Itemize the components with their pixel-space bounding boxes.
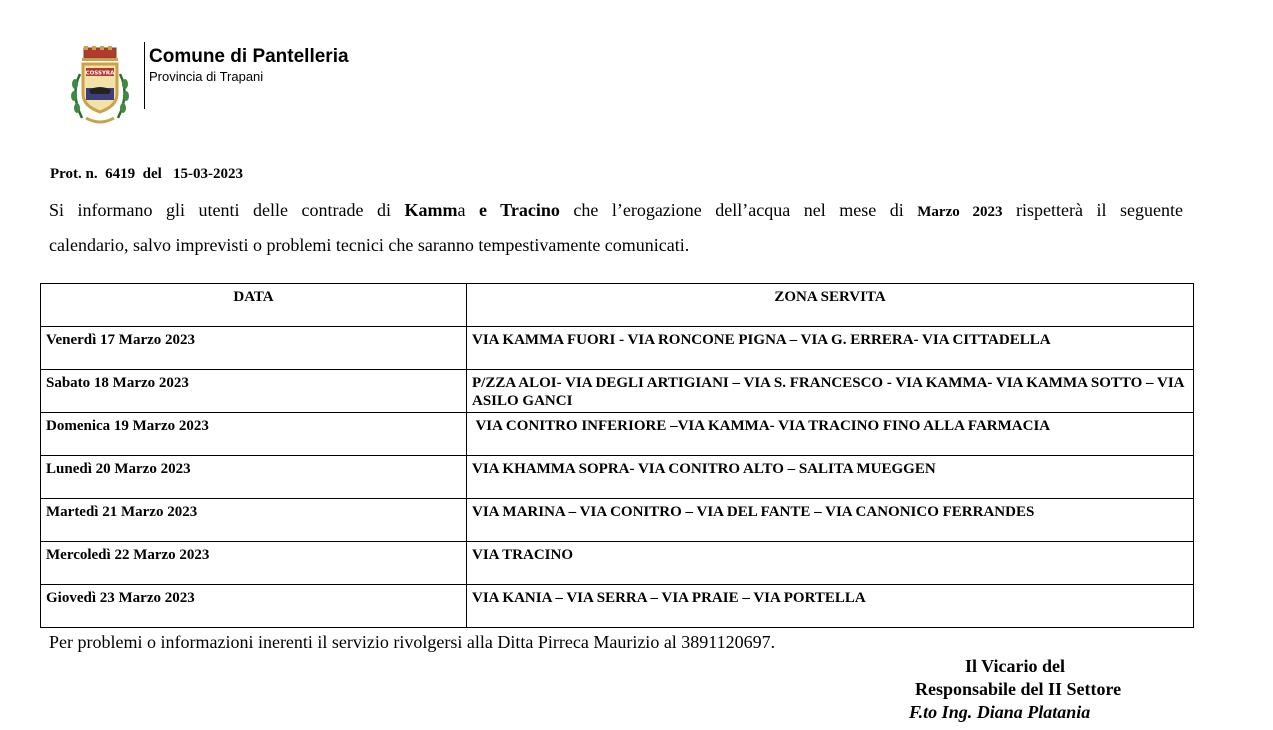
row-zone: VIA KHAMMA SOPRA- VIA CONITRO ALTO – SALITA MUEGGEN (467, 456, 1194, 499)
signature-line-1: Il Vicario del (965, 656, 1065, 676)
row-date: Venerdì 17 Marzo 2023 (41, 327, 467, 370)
protocol-number: Prot. n. 6419 del 15-03-2023 (50, 166, 244, 182)
row-date: Mercoledì 22 Marzo 2023 (41, 542, 467, 585)
intro-line-1 (49, 194, 1183, 229)
table-row (41, 413, 1194, 456)
row-date: Lunedì 20 Marzo 2023 (41, 456, 467, 499)
intro-paragraph (49, 194, 1183, 262)
schedule-table (40, 283, 1194, 628)
table-row (41, 327, 1194, 370)
row-zone: VIA TRACINO (467, 542, 1194, 585)
table-row (41, 585, 1194, 628)
row-date: Martedì 21 Marzo 2023 (41, 499, 467, 542)
row-zone: P/ZZA ALOI- VIA DEGLI ARTIGIANI – VIA S. FRANCESCO - VIA KAMMA- VIA KAMMA SOTTO – VIA ASILO GANCI (467, 370, 1194, 413)
row-zone: VIA CONITRO INFERIORE –VIA KAMMA- VIA TRACINO FINO ALLA FARMACIA (467, 413, 1194, 456)
header-zona: ZONA SERVITA (467, 284, 1194, 327)
table-row (41, 499, 1194, 542)
row-date: Domenica 19 Marzo 2023 (41, 413, 467, 456)
table-header-row (41, 284, 1194, 327)
coat-of-arms-logo (66, 44, 134, 128)
header-divider (144, 42, 145, 109)
signature-name: F.to Ing. Diana Platania (909, 702, 1091, 722)
intro-kamm: Kamm (404, 200, 458, 220)
crest-label: COSSYRA (85, 70, 115, 77)
org-header (149, 46, 349, 85)
header-data: DATA (41, 284, 467, 327)
table-row (41, 456, 1194, 499)
row-zone: VIA KAMMA FUORI - VIA RONCONE PIGNA – VIA G. ERRERA- VIA CITTADELLA (467, 327, 1194, 370)
signature-line-2: Responsabile del II Settore (915, 679, 1122, 699)
table-row (41, 370, 1194, 413)
row-date: Sabato 18 Marzo 2023 (41, 370, 467, 413)
org-province: Provincia di Trapani (149, 69, 264, 84)
intro-text-3: rispetterà il seguente (1002, 200, 1183, 220)
intro-text: Si informano gli utenti delle contrade di (49, 200, 405, 220)
contact-note: Per problemi o informazioni inerenti il servizio rivolgersi alla Ditta Pirreca Maurizio al 3891120697. (49, 632, 776, 652)
row-zone: VIA MARINA – VIA CONITRO – VIA DEL FANTE – VIA CANONICO FERRANDES (467, 499, 1194, 542)
intro-line-2: calendario, salvo imprevisti o problemi tecnici che saranno tempestivamente comunicati. (49, 235, 690, 255)
row-zone: VIA KANIA – VIA SERRA – VIA PRAIE – VIA PORTELLA (467, 585, 1194, 628)
table-row (41, 542, 1194, 585)
intro-text-2: che l’erogazione dell’acqua nel mese di (559, 200, 918, 220)
intro-kamm-suffix: a (457, 200, 466, 220)
row-date: Giovedì 23 Marzo 2023 (41, 585, 467, 628)
intro-month: Marzo 2023 (917, 204, 1003, 220)
intro-tracino: e Tracino (465, 200, 560, 220)
org-name: Comune di Pantelleria (149, 46, 349, 67)
